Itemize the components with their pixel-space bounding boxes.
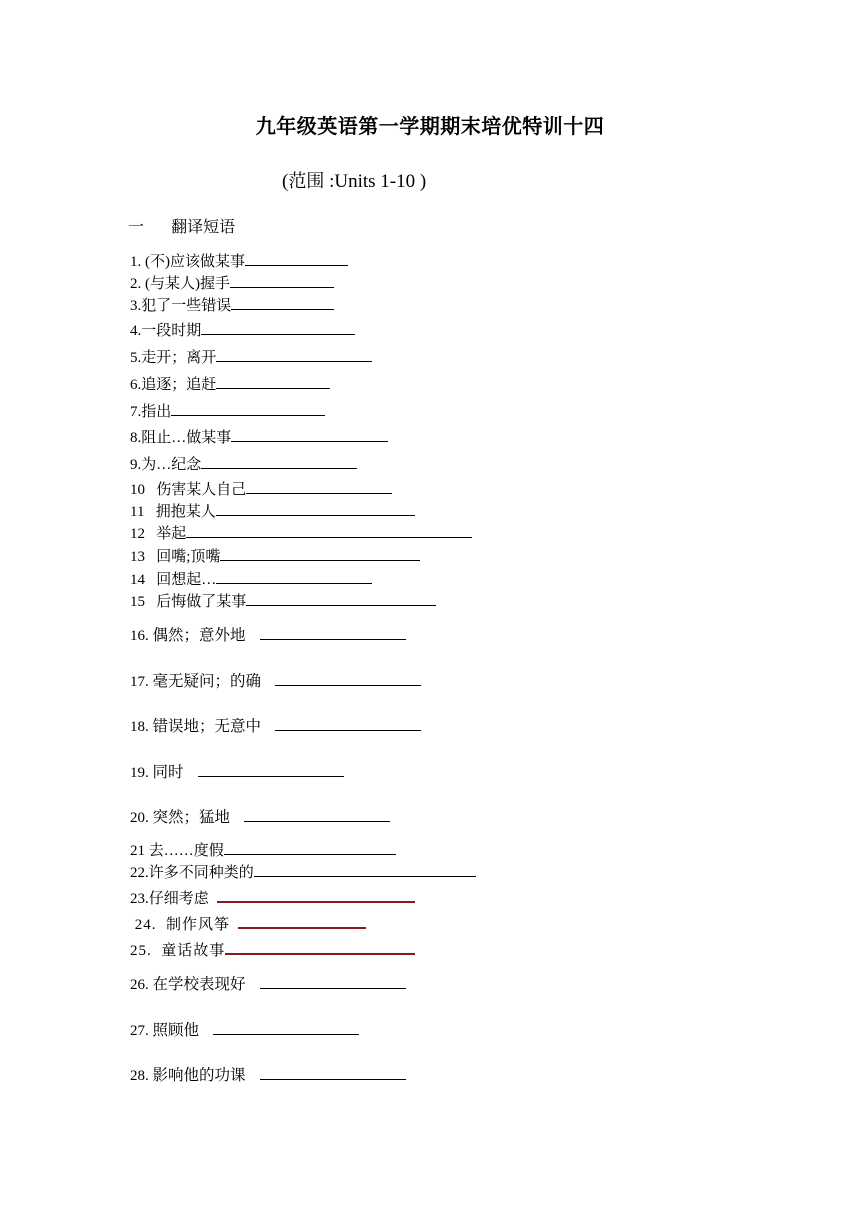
item-text: 在学校表现好: [152, 975, 246, 993]
item-number: 18.: [130, 719, 153, 735]
answer-blank[interactable]: [186, 522, 472, 538]
answer-blank[interactable]: [260, 1064, 406, 1080]
phrase-item-22: [130, 861, 476, 881]
phrase-item-6: [130, 373, 330, 393]
item-number: 20.: [130, 810, 153, 826]
answer-blank[interactable]: [201, 453, 357, 469]
item-text: 10 伤害某人自己: [130, 482, 247, 498]
item-text: 同时: [152, 763, 184, 781]
item-text: 11 拥抱某人: [130, 504, 216, 520]
subtitle-range: :Units 1-10 ): [324, 171, 427, 192]
phrase-item-15: [130, 590, 436, 610]
answer-blank[interactable]: [246, 478, 392, 494]
item-text: 2. (与某人)握手: [130, 276, 230, 292]
phrase-item-18: [130, 715, 421, 735]
phrase-item-28: [130, 1064, 406, 1084]
phrase-item-25: [130, 938, 415, 958]
item-text: 8.阻止…做某事: [130, 430, 232, 446]
phrase-item-17: [130, 670, 421, 690]
answer-blank[interactable]: [275, 670, 421, 686]
answer-blank[interactable]: [213, 1019, 359, 1035]
item-text: 14 回想起…: [130, 572, 217, 588]
phrase-item-2: [130, 272, 334, 292]
item-text: 23.仔细考虑: [130, 891, 209, 907]
item-text: 9.为…纪念: [130, 457, 202, 473]
phrase-item-7: [130, 400, 325, 420]
item-text: 错误地；无意中: [152, 717, 262, 735]
phrase-item-1: [130, 250, 348, 270]
phrase-item-9: [130, 453, 357, 473]
item-text: 毫无疑问；的确: [152, 672, 262, 690]
answer-blank[interactable]: [244, 806, 390, 822]
answer-blank[interactable]: [216, 500, 415, 516]
answer-blank[interactable]: [220, 545, 420, 561]
item-text: 4.一段时期: [130, 323, 202, 339]
phrase-item-19: [130, 761, 344, 781]
item-text: 1. (不)应该做某事: [130, 254, 245, 270]
item-text: 13 回嘴;顶嘴: [130, 549, 221, 565]
phrase-item-14: [130, 568, 372, 588]
answer-blank[interactable]: [260, 624, 406, 640]
answer-blank[interactable]: [260, 973, 406, 989]
item-text: 24. 制作风筝: [130, 917, 231, 933]
answer-blank[interactable]: [171, 400, 325, 416]
phrase-item-12: [130, 522, 472, 542]
answer-blank[interactable]: [275, 715, 421, 731]
item-text: 突然；猛地: [152, 808, 231, 826]
item-text: 照顾他: [152, 1021, 200, 1039]
item-text: 15 后悔做了某事: [130, 594, 247, 610]
phrase-item-26: [130, 973, 406, 993]
section-heading: [128, 214, 235, 237]
item-number: 19.: [130, 765, 153, 781]
item-text: 12 举起: [130, 526, 187, 542]
item-number: 16.: [130, 628, 153, 644]
subtitle-open: (: [282, 171, 289, 192]
item-text: 3.犯了一些错误: [130, 298, 232, 314]
phrase-item-21: [130, 839, 396, 859]
phrase-item-4: [130, 319, 355, 339]
phrase-item-24: [130, 912, 366, 932]
phrase-item-20: [130, 806, 390, 826]
item-text: 影响他的功课: [152, 1066, 246, 1084]
answer-blank[interactable]: [201, 319, 355, 335]
item-text: 22.许多不同种类的: [130, 865, 254, 881]
page-title: 九年级英语第一学期期末培优特训十四: [255, 114, 605, 138]
item-text: 25. 童话故事: [130, 943, 226, 959]
item-text: 偶然；意外地: [152, 626, 246, 644]
answer-blank[interactable]: [198, 761, 344, 777]
answer-blank[interactable]: [225, 938, 415, 955]
phrase-item-5: [130, 346, 372, 366]
answer-blank[interactable]: [216, 568, 372, 584]
phrase-item-8: [130, 426, 388, 446]
item-text: 21 去……度假: [130, 843, 224, 859]
answer-blank[interactable]: [245, 250, 348, 266]
item-text: 6.追逐；追赶: [130, 377, 217, 393]
phrase-item-10: [130, 478, 392, 498]
range-subtitle: [282, 167, 426, 193]
item-text: 7.指出: [130, 404, 172, 420]
item-number: 27.: [130, 1023, 153, 1039]
answer-blank[interactable]: [224, 839, 396, 855]
item-number: 26.: [130, 977, 153, 993]
phrase-item-27: [130, 1019, 359, 1039]
answer-blank[interactable]: [217, 886, 415, 903]
subtitle-label: 范围: [288, 171, 325, 192]
phrase-item-3: [130, 294, 334, 314]
answer-blank[interactable]: [230, 272, 334, 288]
item-number: 28.: [130, 1068, 153, 1084]
section-title: 翻译短语: [171, 217, 236, 236]
phrase-item-23: [130, 886, 415, 906]
answer-blank[interactable]: [238, 912, 366, 929]
answer-blank[interactable]: [231, 294, 334, 310]
answer-blank[interactable]: [246, 590, 436, 606]
phrase-item-11: [130, 500, 415, 520]
phrase-item-16: [130, 624, 406, 644]
section-number: 一: [128, 217, 145, 236]
answer-blank[interactable]: [216, 346, 372, 362]
phrase-item-13: [130, 545, 420, 565]
item-number: 17.: [130, 674, 153, 690]
item-text: 5.走开；离开: [130, 350, 217, 366]
answer-blank[interactable]: [216, 373, 330, 389]
answer-blank[interactable]: [231, 426, 388, 442]
answer-blank[interactable]: [254, 861, 476, 877]
